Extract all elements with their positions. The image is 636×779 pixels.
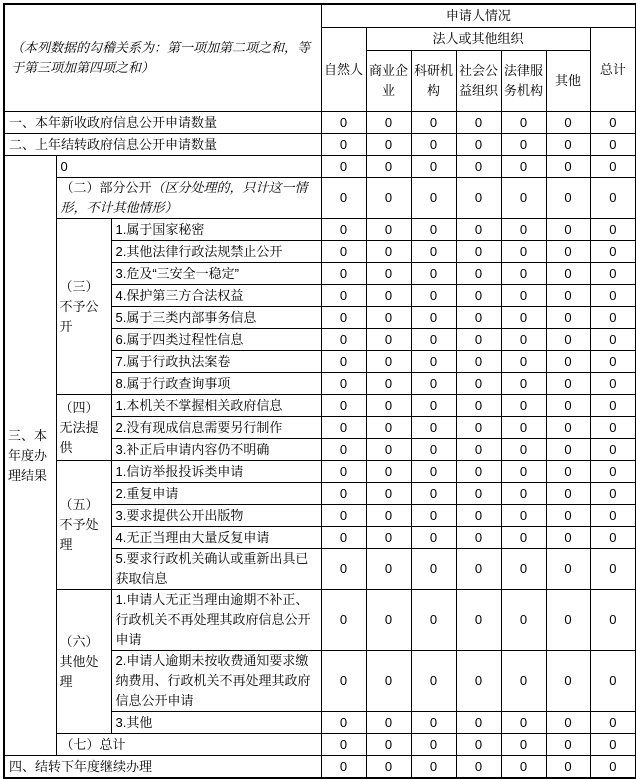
data-cell: 0: [456, 263, 501, 285]
data-cell: 0: [321, 417, 366, 439]
section-label-results: 三、本年度办理结果: [4, 156, 56, 756]
data-cell: 0: [321, 651, 366, 712]
data-cell: 0: [546, 241, 590, 263]
data-cell: 0: [590, 241, 636, 263]
data-cell: 0: [501, 263, 546, 285]
data-cell: 0: [590, 417, 636, 439]
data-cell: 0: [321, 219, 366, 241]
data-cell: 0: [321, 590, 366, 651]
data-cell: 0: [411, 373, 456, 395]
data-cell: 0: [411, 527, 456, 549]
row-label: 5.要求行政机关确认或重新出具已获取信息: [111, 549, 321, 590]
row-label: （七）总计: [56, 734, 321, 756]
data-cell: 0: [411, 351, 456, 373]
data-cell: 0: [456, 590, 501, 651]
data-cell: 0: [456, 156, 501, 178]
data-cell: 0: [321, 134, 366, 156]
data-cell: 0: [366, 505, 411, 527]
data-cell: 0: [590, 461, 636, 483]
data-cell: 0: [321, 112, 366, 134]
data-cell: 0: [546, 178, 590, 219]
data-cell: 0: [546, 461, 590, 483]
data-cell: 0: [321, 439, 366, 461]
row-label: 4.保护第三方合法权益: [111, 285, 321, 307]
row-label: 四、结转下年度继续办理: [4, 756, 321, 779]
data-cell: 0: [546, 734, 590, 756]
row-label: 5.属于三类内部事务信息: [111, 307, 321, 329]
data-cell: 0: [590, 505, 636, 527]
data-cell: 0: [456, 439, 501, 461]
col-header-total: 总计: [590, 28, 636, 112]
data-cell: 0: [411, 439, 456, 461]
col-header-commercial: 商业企业: [366, 51, 411, 112]
data-cell: 0: [321, 307, 366, 329]
data-cell: 0: [501, 527, 546, 549]
table-row: [4, 461, 636, 483]
data-cell: 0: [590, 285, 636, 307]
data-cell: 0: [411, 285, 456, 307]
data-cell: 0: [456, 505, 501, 527]
data-cell: 0: [321, 285, 366, 307]
data-cell: 0: [366, 329, 411, 351]
data-cell: 0: [456, 307, 501, 329]
data-cell: 0: [501, 734, 546, 756]
reconciliation-note: （本列数据的勾稽关系为：第一项加第二项之和，等于第三项加第四项之和）: [4, 4, 321, 112]
data-cell: 0: [456, 134, 501, 156]
data-cell: 0: [366, 307, 411, 329]
row-label: 7.属于行政执法案卷: [111, 351, 321, 373]
data-cell: 0: [321, 178, 366, 219]
data-cell: 0: [590, 712, 636, 734]
data-cell: 0: [546, 263, 590, 285]
data-cell: 0: [590, 351, 636, 373]
data-cell: 0: [321, 351, 366, 373]
data-cell: 0: [546, 439, 590, 461]
data-cell: 0: [501, 712, 546, 734]
group-label-other-handling: （六）其他处理: [56, 590, 111, 734]
row-label: 8.属于行政查询事项: [111, 373, 321, 395]
data-cell: 0: [501, 483, 546, 505]
table-row: [4, 395, 636, 417]
row-label: 4.无正当理由大量反复申请: [111, 527, 321, 549]
data-cell: 0: [546, 527, 590, 549]
data-cell: 0: [366, 734, 411, 756]
data-cell: 0: [546, 351, 590, 373]
data-cell: 0: [501, 651, 546, 712]
group-label-not-processed: （五）不予处理: [56, 461, 111, 590]
data-cell: 0: [321, 329, 366, 351]
data-cell: 0: [546, 590, 590, 651]
data-cell: 0: [456, 395, 501, 417]
col-header-research: 科研机构: [411, 51, 456, 112]
data-cell: 0: [411, 483, 456, 505]
row-label: 3.要求提供公开出版物: [111, 505, 321, 527]
data-cell: 0: [456, 461, 501, 483]
data-cell: 0: [456, 712, 501, 734]
data-cell: 0: [321, 156, 366, 178]
col-header-public-welfare: 社会公益组织: [456, 51, 501, 112]
row-label: 2.重复申请: [111, 483, 321, 505]
data-cell: 0: [590, 219, 636, 241]
row-label: [56, 178, 321, 219]
data-cell: 0: [321, 241, 366, 263]
data-cell: 0: [411, 112, 456, 134]
applicant-header: 申请人情况: [321, 4, 636, 28]
data-cell: 0: [366, 549, 411, 590]
data-cell: 0: [456, 329, 501, 351]
data-cell: 0: [501, 373, 546, 395]
data-cell: 0: [456, 734, 501, 756]
data-cell: 0: [321, 263, 366, 285]
data-cell: 0: [321, 734, 366, 756]
row-label: 一、本年新收政府信息公开申请数量: [4, 112, 321, 134]
data-cell: 0: [501, 461, 546, 483]
data-cell: 0: [411, 263, 456, 285]
table-row: [4, 756, 636, 779]
data-cell: 0: [546, 549, 590, 590]
data-cell: 0: [366, 439, 411, 461]
col-header-other: 其他: [546, 51, 590, 112]
table-row: [4, 134, 636, 156]
data-cell: 0: [546, 112, 590, 134]
data-cell: 0: [321, 373, 366, 395]
data-cell: 0: [366, 756, 411, 779]
data-cell: 0: [366, 373, 411, 395]
row-label: 3.其他: [111, 712, 321, 734]
data-cell: 0: [366, 395, 411, 417]
data-cell: 0: [411, 241, 456, 263]
data-cell: 0: [590, 549, 636, 590]
table-row: [4, 219, 636, 241]
data-cell: 0: [590, 483, 636, 505]
data-cell: 0: [546, 307, 590, 329]
data-cell: 0: [501, 549, 546, 590]
data-cell: 0: [501, 307, 546, 329]
data-cell: 0: [411, 395, 456, 417]
data-cell: 0: [590, 134, 636, 156]
data-cell: 0: [456, 651, 501, 712]
data-cell: 0: [501, 285, 546, 307]
row-label: 1.本机关不掌握相关政府信息: [111, 395, 321, 417]
table-row: [4, 156, 636, 178]
data-cell: 0: [546, 395, 590, 417]
data-cell: 0: [590, 156, 636, 178]
data-cell: 0: [411, 461, 456, 483]
row-label-text: （二）部分公开: [60, 180, 152, 195]
data-cell: 0: [411, 134, 456, 156]
data-cell: 0: [501, 156, 546, 178]
data-cell: 0: [501, 439, 546, 461]
data-cell: 0: [590, 590, 636, 651]
data-cell: 0: [366, 461, 411, 483]
data-cell: 0: [546, 373, 590, 395]
data-cell: 0: [546, 156, 590, 178]
data-cell: 0: [590, 373, 636, 395]
data-cell: 0: [501, 241, 546, 263]
data-cell: 0: [456, 549, 501, 590]
data-cell: 0: [456, 527, 501, 549]
data-cell: 0: [411, 549, 456, 590]
data-cell: 0: [546, 417, 590, 439]
data-cell: 0: [590, 178, 636, 219]
data-cell: 0: [546, 134, 590, 156]
group-label-not-disclosed: （三）不予公开: [56, 219, 111, 395]
data-cell: 0: [366, 156, 411, 178]
row-label: 1.信访举报投诉类申请: [111, 461, 321, 483]
data-cell: 0: [501, 417, 546, 439]
data-cell: 0: [366, 112, 411, 134]
data-cell: 0: [411, 505, 456, 527]
data-cell: 0: [321, 483, 366, 505]
data-cell: 0: [366, 483, 411, 505]
table-row: [4, 734, 636, 756]
data-cell: 0: [366, 178, 411, 219]
col-header-legal-service: 法律服务机构: [501, 51, 546, 112]
data-cell: 0: [590, 329, 636, 351]
data-cell: 0: [321, 549, 366, 590]
data-cell: 0: [590, 756, 636, 779]
data-cell: 0: [321, 505, 366, 527]
data-cell: 0: [411, 712, 456, 734]
data-cell: 0: [590, 651, 636, 712]
data-cell: 0: [456, 351, 501, 373]
row-label: 2.申请人逾期未按收费通知要求缴纳费用、行政机关不再处理其政府信息公开申请: [111, 651, 321, 712]
data-cell: 0: [321, 712, 366, 734]
data-cell: 0: [456, 483, 501, 505]
data-cell: 0: [501, 590, 546, 651]
header-row-1: [4, 4, 636, 28]
data-cell: 0: [546, 712, 590, 734]
data-cell: 0: [456, 417, 501, 439]
data-cell: 0: [590, 112, 636, 134]
data-cell: 0: [546, 756, 590, 779]
data-cell: 0: [590, 307, 636, 329]
data-cell: 0: [366, 712, 411, 734]
data-cell: 0: [590, 734, 636, 756]
data-cell: 0: [546, 505, 590, 527]
data-cell: 0: [321, 461, 366, 483]
data-cell: 0: [411, 178, 456, 219]
group-label-unable-to-provide: （四）无法提供: [56, 395, 111, 461]
row-label: 1.属于国家秘密: [111, 219, 321, 241]
data-cell: 0: [501, 351, 546, 373]
data-cell: 0: [546, 483, 590, 505]
data-cell: 0: [456, 241, 501, 263]
data-cell: 0: [456, 373, 501, 395]
data-cell: 0: [366, 527, 411, 549]
data-cell: 0: [546, 285, 590, 307]
data-cell: 0: [456, 178, 501, 219]
data-cell: 0: [456, 285, 501, 307]
data-cell: 0: [501, 505, 546, 527]
gov-info-disclosure-table: [3, 3, 636, 779]
table-row: [4, 112, 636, 134]
row-label: 2.其他法律行政法规禁止公开: [111, 241, 321, 263]
data-cell: 0: [501, 178, 546, 219]
data-cell: 0: [411, 651, 456, 712]
data-cell: 0: [366, 219, 411, 241]
data-cell: 0: [590, 395, 636, 417]
data-cell: 0: [546, 651, 590, 712]
col-header-natural-person: 自然人: [321, 28, 366, 112]
data-cell: 0: [411, 219, 456, 241]
row-label: 3.危及“三安全一稳定”: [111, 263, 321, 285]
row-label: 1.申请人无正当理由逾期不补正、行政机关不再处理其政府信息公开申请: [111, 590, 321, 651]
data-cell: 0: [321, 527, 366, 549]
row-label: 6.属于四类过程性信息: [111, 329, 321, 351]
data-cell: 0: [366, 263, 411, 285]
data-cell: 0: [366, 651, 411, 712]
row-label-note: （区分处理的，只计这一情形，不计其他情形）: [60, 180, 308, 215]
data-cell: 0: [321, 395, 366, 417]
data-cell: 0: [411, 756, 456, 779]
data-cell: 0: [590, 263, 636, 285]
col-header-legal-org: 法人或其他组织: [366, 28, 590, 51]
data-cell: 0: [456, 219, 501, 241]
table-row: [4, 178, 636, 219]
data-cell: 0: [590, 527, 636, 549]
row-label: 二、上年结转政府信息公开申请数量: [4, 134, 321, 156]
table-row: [4, 590, 636, 651]
data-cell: 0: [501, 395, 546, 417]
row-label: 0: [56, 156, 321, 178]
data-cell: 0: [366, 351, 411, 373]
row-label: 3.补正后申请内容仍不明确: [111, 439, 321, 461]
data-cell: 0: [366, 590, 411, 651]
data-cell: 0: [411, 417, 456, 439]
data-cell: 0: [411, 156, 456, 178]
data-cell: 0: [456, 112, 501, 134]
data-cell: 0: [546, 329, 590, 351]
data-cell: 0: [501, 219, 546, 241]
data-cell: 0: [366, 241, 411, 263]
data-cell: 0: [411, 590, 456, 651]
data-cell: 0: [321, 756, 366, 779]
data-cell: 0: [590, 439, 636, 461]
data-cell: 0: [501, 112, 546, 134]
data-cell: 0: [456, 756, 501, 779]
data-cell: 0: [546, 219, 590, 241]
data-cell: 0: [411, 329, 456, 351]
data-cell: 0: [366, 134, 411, 156]
data-cell: 0: [366, 417, 411, 439]
data-cell: 0: [411, 307, 456, 329]
data-cell: 0: [411, 734, 456, 756]
data-cell: 0: [501, 134, 546, 156]
data-cell: 0: [366, 285, 411, 307]
data-cell: 0: [501, 329, 546, 351]
row-label: 2.没有现成信息需要另行制作: [111, 417, 321, 439]
data-cell: 0: [501, 756, 546, 779]
